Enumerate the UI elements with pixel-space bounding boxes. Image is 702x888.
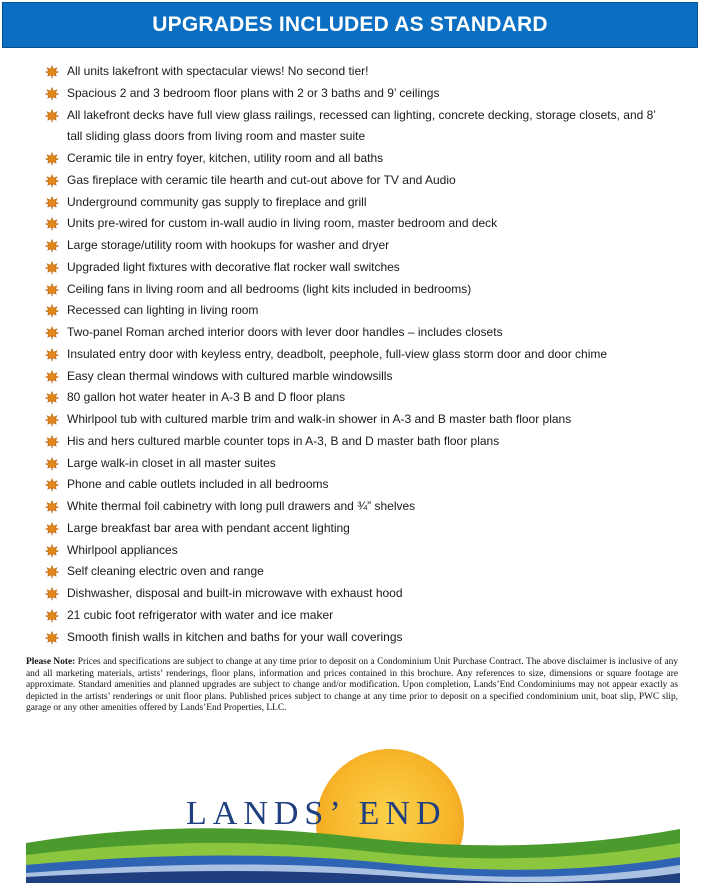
feature-text: Ceiling fans in living room and all bedrooms (light kits included in bedrooms) xyxy=(67,281,472,296)
feature-item xyxy=(45,170,665,192)
feature-item xyxy=(45,627,665,649)
disclaimer-text: Prices and specifications are subject to change at any time prior to deposit on a Condominium Unit Purchase Contract. The above disclaimer is inclusive of any and all marketing materials, artists’ renderings, floor plans, information and prices contained in this brochure. Any references to size, dimensions or square footage are approximate. Standard amenities and planned upgrades are subject to change and/or modification. Upon completion, Lands’End Condominiums may not appear exactly as depicted in the artists’ renderings or unit floor plans. Published prices subject to change at any time prior to deposit on a specified condominium unit, boat slip, PWC slip, garage or any other amenities offered by Lands’End Properties, LLC. xyxy=(26,657,679,714)
maple-leaf-bullet-icon xyxy=(45,65,59,79)
feature-item xyxy=(45,148,665,170)
page-header xyxy=(2,2,698,48)
feature-text: Large walk-in closet in all master suites xyxy=(67,455,276,470)
feature-text: Units pre-wired for custom in-wall audio in living room, master bedroom and deck xyxy=(67,216,498,231)
maple-leaf-bullet-icon xyxy=(45,478,59,492)
maple-leaf-bullet-icon xyxy=(45,500,59,514)
feature-text: Whirlpool tub with cultured marble trim and walk-in shower in A-3 and B master bath floor plans xyxy=(67,412,572,426)
feature-text: Self cleaning electric oven and range xyxy=(67,564,264,579)
feature-item xyxy=(45,561,665,583)
feature-text: All lakefront decks have full view glass railings, recessed can lighting, concrete decking, storage closets, and 8’ tall sliding glass doors from living room and master suite xyxy=(67,107,656,144)
maple-leaf-bullet-icon xyxy=(45,326,59,340)
feature-text: Easy clean thermal windows with cultured marble windowsills xyxy=(67,368,393,383)
maple-leaf-bullet-icon xyxy=(45,304,59,318)
logo-wordmark: LANDS’ END xyxy=(186,795,447,832)
maple-leaf-bullet-icon xyxy=(45,152,59,166)
feature-text: Underground community gas supply to fireplace and grill xyxy=(67,194,367,209)
maple-leaf-bullet-icon xyxy=(45,87,59,101)
feature-item xyxy=(45,105,665,149)
feature-text: Dishwasher, disposal and built-in microwave with exhaust hood xyxy=(67,586,403,600)
feature-text: Gas fireplace with ceramic tile hearth and cut-out above for TV and Audio xyxy=(67,172,456,187)
feature-item xyxy=(45,583,665,605)
maple-leaf-bullet-icon xyxy=(45,283,59,297)
maple-leaf-bullet-icon xyxy=(45,196,59,210)
feature-item xyxy=(45,431,665,453)
maple-leaf-bullet-icon xyxy=(45,239,59,253)
feature-text: White thermal foil cabinetry with long pull drawers and ¾” shelves xyxy=(67,499,416,513)
feature-item xyxy=(45,453,665,475)
feature-text: His and hers cultured marble counter tops in A-3, B and D master bath floor plans xyxy=(67,433,500,448)
feature-item xyxy=(45,322,665,344)
maple-leaf-bullet-icon xyxy=(45,587,59,601)
feature-item xyxy=(45,257,665,279)
feature-item xyxy=(45,344,665,366)
feature-text: All units lakefront with spectacular views! No second tier! xyxy=(67,64,369,78)
feature-item xyxy=(45,605,665,627)
lands-end-logo xyxy=(26,725,680,883)
maple-leaf-bullet-icon xyxy=(45,413,59,427)
feature-item xyxy=(45,235,665,257)
feature-text: 80 gallon hot water heater in A-3 B and D floor plans xyxy=(67,390,346,405)
maple-leaf-bullet-icon xyxy=(45,261,59,275)
maple-leaf-bullet-icon xyxy=(45,348,59,362)
feature-text: Two-panel Roman arched interior doors with lever door handles – includes closets xyxy=(67,325,503,339)
feature-text: Recessed can lighting in living room xyxy=(67,303,259,318)
feature-item xyxy=(45,61,665,83)
maple-leaf-bullet-icon xyxy=(45,609,59,623)
maple-leaf-bullet-icon xyxy=(45,174,59,188)
feature-text: Ceramic tile in entry foyer, kitchen, utility room and all baths xyxy=(67,151,384,165)
maple-leaf-bullet-icon xyxy=(45,435,59,449)
feature-item xyxy=(45,409,665,431)
maple-leaf-bullet-icon xyxy=(45,544,59,558)
maple-leaf-bullet-icon xyxy=(45,370,59,384)
feature-item xyxy=(45,366,665,388)
maple-leaf-bullet-icon xyxy=(45,522,59,536)
feature-text: Smooth finish walls in kitchen and baths for your wall coverings xyxy=(67,629,403,644)
feature-text: Large storage/utility room with hookups for washer and dryer xyxy=(67,238,390,252)
feature-text: 21 cubic foot refrigerator with water and ice maker xyxy=(67,607,334,622)
feature-item xyxy=(45,496,665,518)
maple-leaf-bullet-icon xyxy=(45,391,59,405)
feature-item xyxy=(45,213,665,235)
feature-text: Spacious 2 and 3 bedroom floor plans with 2 or 3 baths and 9’ ceilings xyxy=(67,85,440,100)
feature-text: Whirlpool appliances xyxy=(67,542,178,557)
feature-text: Upgraded light fixtures with decorative flat rocker wall switches xyxy=(67,259,400,274)
feature-item xyxy=(45,279,665,301)
maple-leaf-bullet-icon xyxy=(45,217,59,231)
maple-leaf-bullet-icon xyxy=(45,631,59,645)
feature-item xyxy=(45,83,665,105)
maple-leaf-bullet-icon xyxy=(45,457,59,471)
feature-item xyxy=(45,540,665,562)
feature-item xyxy=(45,192,665,214)
feature-item xyxy=(45,474,665,496)
feature-item xyxy=(45,518,665,540)
feature-text: Large breakfast bar area with pendant accent lighting xyxy=(67,520,350,535)
features-list xyxy=(45,61,665,648)
maple-leaf-bullet-icon xyxy=(45,109,59,123)
disclaimer-note xyxy=(26,657,678,715)
feature-item xyxy=(45,387,665,409)
maple-leaf-bullet-icon xyxy=(45,565,59,579)
page-title: UPGRADES INCLUDED AS STANDARD xyxy=(152,13,548,36)
disclaimer-label: Please Note: xyxy=(26,657,76,667)
feature-text: Phone and cable outlets included in all bedrooms xyxy=(67,477,329,492)
feature-text: Insulated entry door with keyless entry, deadbolt, peephole, full-view glass storm door and door chime xyxy=(67,346,608,361)
feature-item xyxy=(45,300,665,322)
